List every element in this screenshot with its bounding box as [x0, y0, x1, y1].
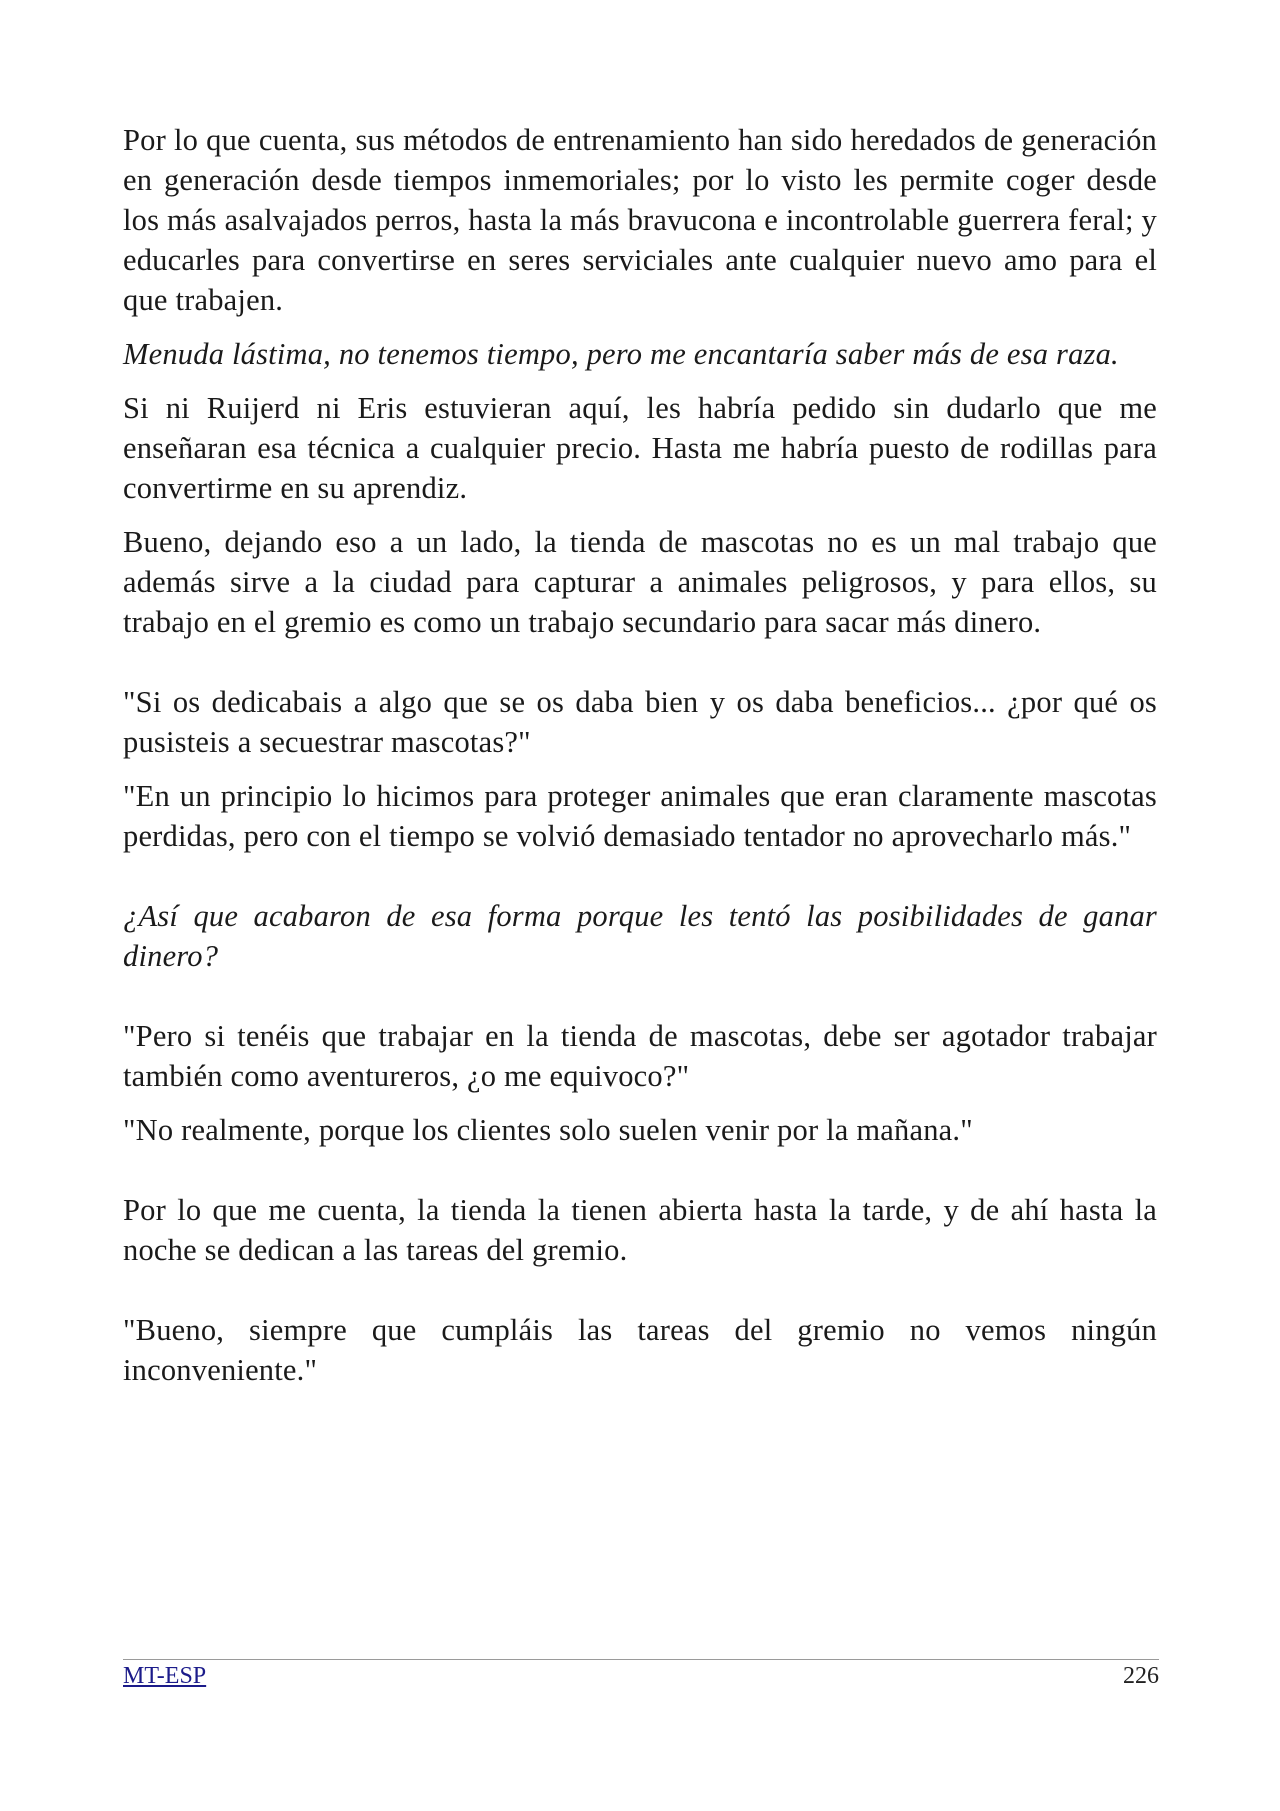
paragraph: "Bueno, siempre que cumpláis las tareas del gremio no vemos ningún inconveniente."	[123, 1313, 1157, 1387]
paragraph: Si ni Ruijerd ni Eris estuvieran aquí, les habría pedido sin dudarlo que me enseñaran esa técnica a cualquier precio. Hasta me habría puesto de rodillas para convertirme en su aprendiz.	[123, 391, 1157, 505]
paragraph: Bueno, dejando eso a un lado, la tienda de mascotas no es un mal trabajo que además sirve a la ciudad para capturar a animales peligrosos, y para ellos, su trabajo en el gremio es como un trabajo secundario para sacar más dinero.	[123, 525, 1157, 639]
paragraph: Por lo que me cuenta, la tienda la tienen abierta hasta la tarde, y de ahí hasta la noche se dedican a las tareas del gremio.	[123, 1193, 1157, 1267]
paragraph: "Pero si tenéis que trabajar en la tienda de mascotas, debe ser agotador trabajar también como aventureros, ¿o me equivoco?"	[123, 1019, 1157, 1093]
paragraph: Menuda lástima, no tenemos tiempo, pero me encantaría saber más de esa raza.	[123, 337, 1119, 371]
paragraph: "Si os dedicabais a algo que se os daba bien y os daba beneficios... ¿por qué os pusisteis a secuestrar mascotas?"	[123, 685, 1157, 759]
page-number: 226	[1123, 1663, 1159, 1689]
paragraph: Por lo que cuenta, sus métodos de entrenamiento han sido heredados de generación en generación desde tiempos inmemoriales; por lo visto les permite coger desde los más asalvajados perros, hasta la más bravucona e incontrolable guerrera feral; y educarles para convertirse en seres serviciales ante cualquier nuevo amo para el que trabajen.	[123, 123, 1157, 317]
paragraph: "En un principio lo hicimos para proteger animales que eran claramente mascotas perdidas, pero con el tiempo se volvió demasiado tentador no aprovecharlo más."	[123, 779, 1157, 853]
page-footer	[123, 1660, 1159, 1692]
paragraph: ¿Así que acabaron de esa forma porque les tentó las posibilidades de ganar dinero?	[123, 899, 1157, 973]
footer-link[interactable]: MT-ESP	[123, 1663, 207, 1689]
paragraph: "No realmente, porque los clientes solo suelen venir por la mañana."	[123, 1113, 973, 1147]
page-body	[123, 120, 1157, 1404]
